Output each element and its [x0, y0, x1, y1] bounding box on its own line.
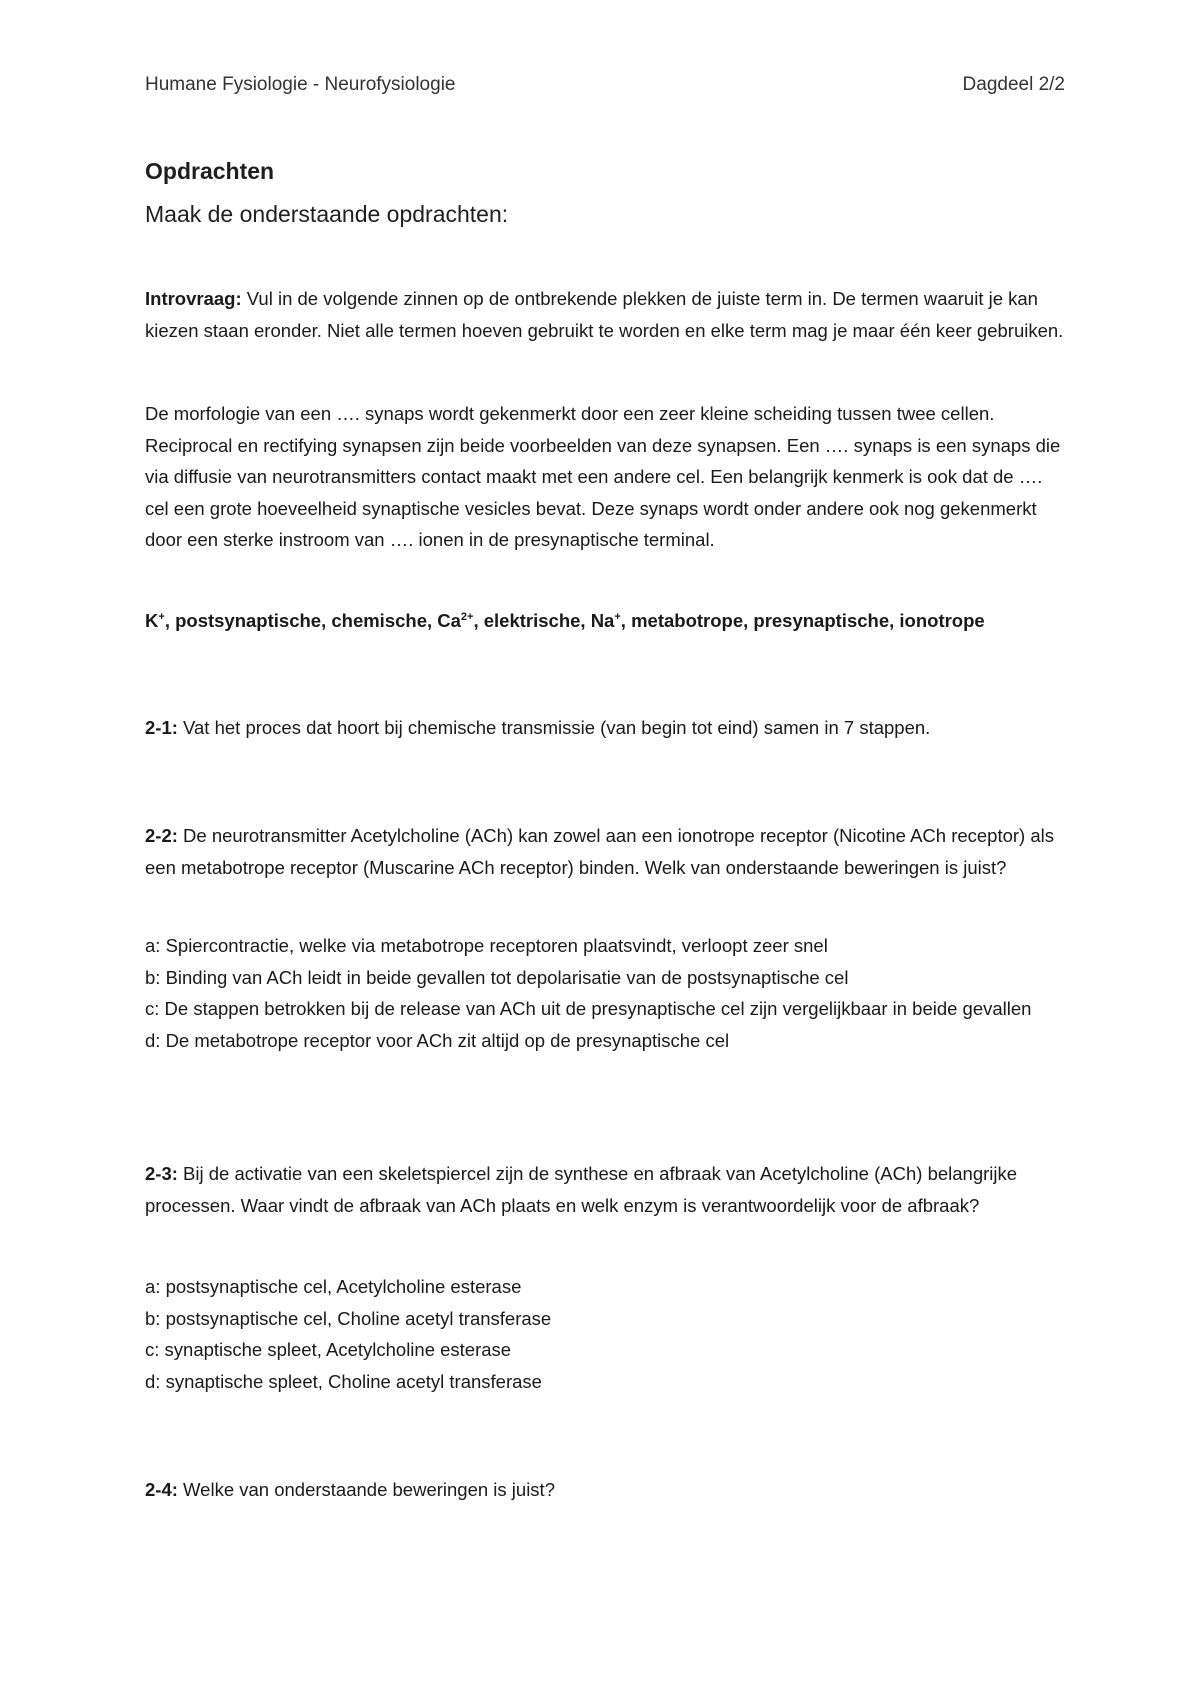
question-2-4: [145, 1474, 1065, 1506]
q22-option-b: b: Binding van ACh leidt in beide gevallen tot depolarisatie van de postsynaptische cel: [145, 966, 849, 988]
q22-text: De neurotransmitter Acetylcholine (ACh) kan zowel aan een ionotrope receptor (Nicotine ACh receptor) als een metabotrope receptor (Muscarine ACh receptor) binden. Welk van onderstaande beweringen is juist?: [145, 825, 1055, 878]
q23-option-d: d: synaptische spleet, Choline acetyl transferase: [145, 1370, 542, 1392]
q21-label: 2-1:: [145, 717, 178, 738]
q23-option-b: b: postsynaptische cel, Choline acetyl transferase: [145, 1307, 552, 1329]
q23-option-a: a: postsynaptische cel, Acetylcholine esterase: [145, 1276, 522, 1297]
term-na-sup: +: [614, 610, 621, 623]
header-session: Dagdeel 2/2: [962, 74, 1065, 95]
intro-question: [145, 283, 1065, 346]
q23-text: Bij de activatie van een skeletspiercel zijn de synthese en afbraak van Acetylcholine (ACh) belangrijke processen. Waar vindt de afbraak van ACh plaats en welk enzym is verantwoordelijk voor de afbraak?: [145, 1163, 1018, 1216]
page-title: Opdrachten: [145, 158, 275, 184]
question-2-3: [145, 1158, 1065, 1221]
q22-option-a: a: Spiercontractie, welke via metabotrope receptoren plaatsvindt, verloopt zeer snel: [145, 935, 828, 956]
terms-part-3: , metabotrope, presynaptische, ionotrope: [620, 610, 985, 631]
intro-instruction-text: Vul in de volgende zinnen op de ontbrekende plekken de juiste term in. De termen waaruit je kan kiezen staan eronder. Niet alle termen hoeven gebruikt te worden en elke term mag je maar één keer gebruiken.: [145, 288, 1064, 341]
q22-options: [145, 930, 1065, 1056]
q24-text: Welke van onderstaande beweringen is juist?: [177, 1479, 555, 1500]
term-ca-sup: 2+: [460, 610, 474, 623]
intro-label: Introvraag:: [145, 288, 242, 309]
terms-part-2: , elektrische, Na: [473, 610, 615, 631]
intro-paragraph: De morfologie van een …. synaps wordt gekenmerkt door een zeer kleine scheiding tussen twee cellen. Reciprocal en rectifying synapsen zijn beide voorbeelden van deze synapsen. Een …. synaps is een synaps die via diffusie van neurotransmitters contact maakt met een andere cel. Een belangrijk kenmerk is ook dat de …. cel een grote hoeveelheid synaptische vesicles bevat. Deze synaps wordt onder andere ook nog gekenmerkt door een sterke instroom van …. ionen in de presynaptische terminal.: [145, 403, 1061, 550]
question-2-1: [145, 712, 1065, 744]
question-2-2: [145, 820, 1065, 883]
q21-text: Vat het proces dat hoort bij chemische transmissie (van begin tot eind) samen in 7 stappen.: [177, 717, 931, 738]
page-subtitle: Maak de onderstaande opdrachten:: [145, 201, 509, 227]
page-header: [145, 74, 1065, 104]
q23-label: 2-3:: [145, 1163, 178, 1184]
term-k: K: [145, 610, 159, 631]
intro-instruction: [145, 283, 1065, 346]
q22-label: 2-2:: [145, 825, 178, 846]
header-course: Humane Fysiologie - Neurofysiologie: [145, 74, 456, 95]
intro-terms: [145, 605, 1065, 637]
term-k-sup: +: [158, 610, 165, 623]
q22-option-c: c: De stappen betrokken bij de release van ACh uit de presynaptische cel zijn vergelijkbaar in beide gevallen: [145, 998, 1032, 1019]
q24-label: 2-4:: [145, 1479, 178, 1500]
q22-option-d: d: De metabotrope receptor voor ACh zit altijd op de presynaptische cel: [145, 1029, 730, 1051]
terms-part-1: , postsynaptische, chemische, Ca: [164, 610, 461, 631]
q23-option-c: c: synaptische spleet, Acetylcholine esterase: [145, 1339, 512, 1360]
q23-options: [145, 1271, 1065, 1397]
